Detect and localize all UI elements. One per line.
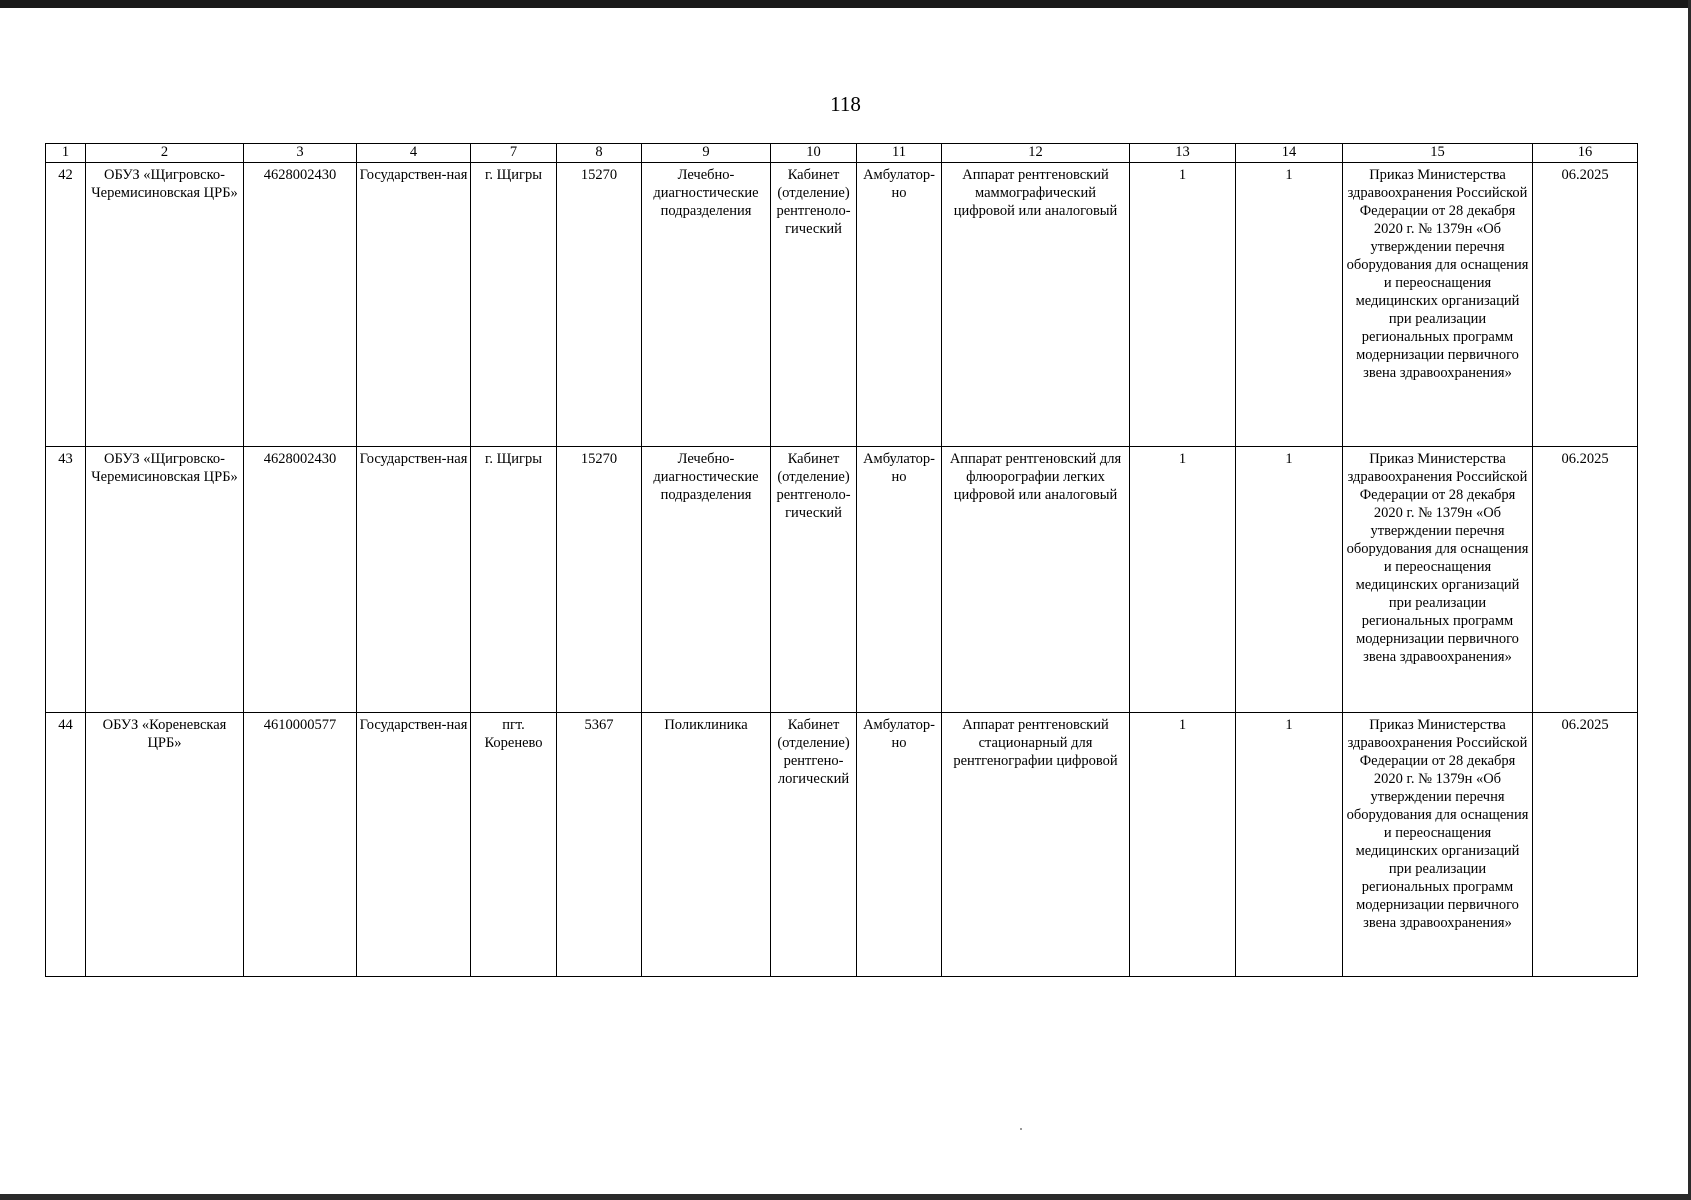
scan-top-edge bbox=[0, 0, 1691, 8]
column-header: 13 bbox=[1130, 144, 1236, 163]
inn: 4628002430 bbox=[244, 447, 357, 713]
locality: г. Щигры bbox=[471, 447, 557, 713]
cabinet: Кабинет (отделение) рентгеноло-гический bbox=[771, 447, 857, 713]
subdivision: Поликлиника bbox=[642, 713, 771, 977]
quantity-required: 1 bbox=[1130, 447, 1236, 713]
column-header: 16 bbox=[1533, 144, 1638, 163]
quantity-planned: 1 bbox=[1236, 163, 1343, 447]
cabinet: Кабинет (отделение) рентгено-логический bbox=[771, 713, 857, 977]
column-header: 8 bbox=[557, 144, 642, 163]
scan-bottom-edge bbox=[0, 1194, 1691, 1200]
column-header: 10 bbox=[771, 144, 857, 163]
page-number: 118 bbox=[830, 92, 861, 116]
inn: 4610000577 bbox=[244, 713, 357, 977]
subdivision: Лечебно-диагностические подразделения bbox=[642, 163, 771, 447]
column-header: 3 bbox=[244, 144, 357, 163]
deadline: 06.2025 bbox=[1533, 163, 1638, 447]
row-number: 42 bbox=[46, 163, 86, 447]
quantity-planned: 1 bbox=[1236, 713, 1343, 977]
population: 15270 bbox=[557, 447, 642, 713]
row-number: 44 bbox=[46, 713, 86, 977]
column-header: 14 bbox=[1236, 144, 1343, 163]
column-header: 11 bbox=[857, 144, 942, 163]
ownership-form: Государствен-ная bbox=[357, 447, 471, 713]
organization-name: ОБУЗ «Щигровско-Черемисиновская ЦРБ» bbox=[86, 447, 244, 713]
locality: г. Щигры bbox=[471, 163, 557, 447]
population: 15270 bbox=[557, 163, 642, 447]
column-header: 12 bbox=[942, 144, 1130, 163]
ownership-form: Государствен-ная bbox=[357, 163, 471, 447]
care-condition: Амбулатор-но bbox=[857, 447, 942, 713]
table-row bbox=[46, 447, 1638, 713]
equipment-table bbox=[45, 143, 1638, 977]
subdivision: Лечебно-диагностические подразделения bbox=[642, 447, 771, 713]
table-row bbox=[46, 163, 1638, 447]
scan-speck bbox=[1020, 1128, 1022, 1130]
equipment-name: Аппарат рентгеновский для флюорографии легких цифровой или аналоговый bbox=[942, 447, 1130, 713]
quantity-required: 1 bbox=[1130, 713, 1236, 977]
deadline: 06.2025 bbox=[1533, 447, 1638, 713]
regulation: Приказ Министерства здравоохранения Российской Федерации от 28 декабря 2020 г. № 1379н «Об утверждении перечня оборудования для оснащения и переоснащения медицинских организаций при реализации региональных программ модернизации первичного звена здравоохранения» bbox=[1343, 447, 1533, 713]
column-header: 15 bbox=[1343, 144, 1533, 163]
column-header: 4 bbox=[357, 144, 471, 163]
care-condition: Амбулатор-но bbox=[857, 713, 942, 977]
deadline: 06.2025 bbox=[1533, 713, 1638, 977]
cabinet: Кабинет (отделение) рентгеноло-гический bbox=[771, 163, 857, 447]
population: 5367 bbox=[557, 713, 642, 977]
care-condition: Амбулатор-но bbox=[857, 163, 942, 447]
column-header: 2 bbox=[86, 144, 244, 163]
column-header: 7 bbox=[471, 144, 557, 163]
table-row bbox=[46, 713, 1638, 977]
equipment-name: Аппарат рентгеновский маммографический цифровой или аналоговый bbox=[942, 163, 1130, 447]
inn: 4628002430 bbox=[244, 163, 357, 447]
organization-name: ОБУЗ «Щигровско-Черемисиновская ЦРБ» bbox=[86, 163, 244, 447]
regulation: Приказ Министерства здравоохранения Российской Федерации от 28 декабря 2020 г. № 1379н «Об утверждении перечня оборудования для оснащения и переоснащения медицинских организаций при реализации региональных программ модернизации первичного звена здравоохранения» bbox=[1343, 163, 1533, 447]
quantity-planned: 1 bbox=[1236, 447, 1343, 713]
column-number-row bbox=[46, 144, 1638, 163]
locality: пгт. Коренево bbox=[471, 713, 557, 977]
column-header: 1 bbox=[46, 144, 86, 163]
regulation: Приказ Министерства здравоохранения Российской Федерации от 28 декабря 2020 г. № 1379н «Об утверждении перечня оборудования для оснащения и переоснащения медицинских организаций при реализации региональных программ модернизации первичного звена здравоохранения» bbox=[1343, 713, 1533, 977]
ownership-form: Государствен-ная bbox=[357, 713, 471, 977]
column-header: 9 bbox=[642, 144, 771, 163]
row-number: 43 bbox=[46, 447, 86, 713]
organization-name: ОБУЗ «Кореневская ЦРБ» bbox=[86, 713, 244, 977]
equipment-name: Аппарат рентгеновский стационарный для рентгенографии цифровой bbox=[942, 713, 1130, 977]
quantity-required: 1 bbox=[1130, 163, 1236, 447]
